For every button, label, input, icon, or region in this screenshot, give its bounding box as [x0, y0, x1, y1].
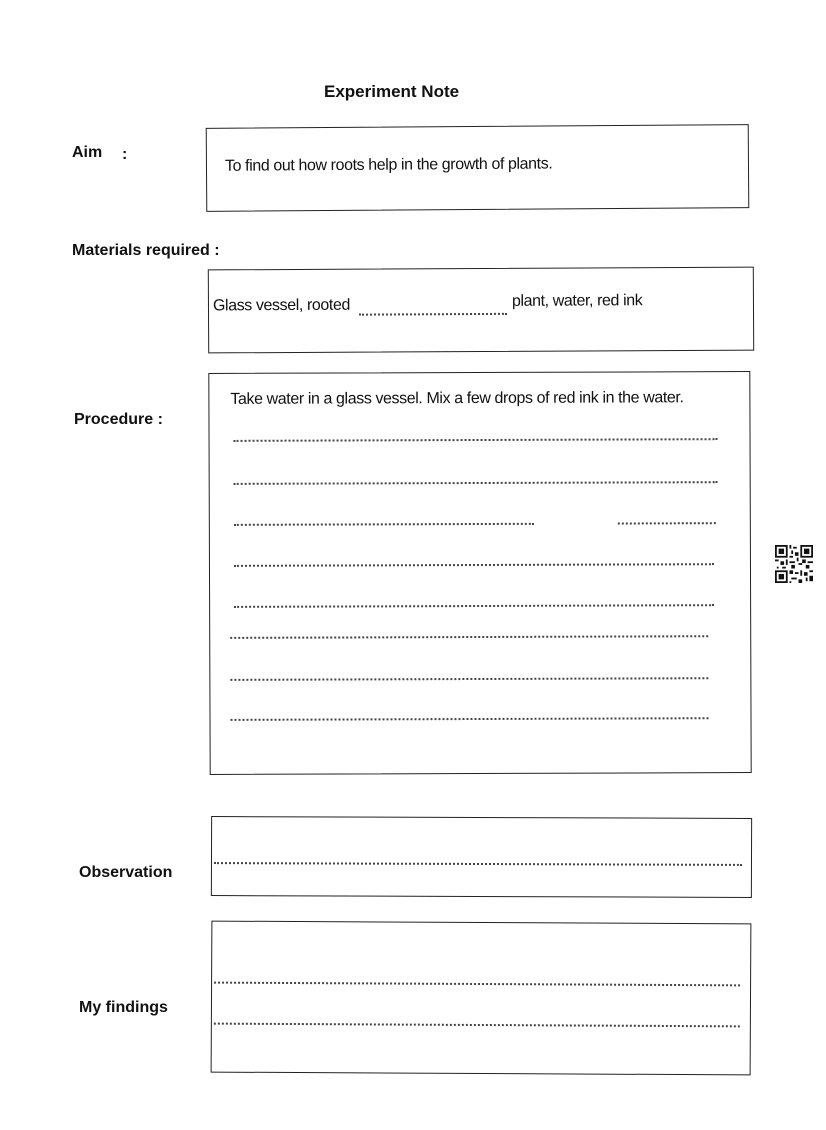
findings-label: My findings [79, 999, 168, 1016]
observation-line-1[interactable] [214, 862, 742, 866]
procedure-box[interactable] [208, 371, 751, 775]
procedure-line-6[interactable] [230, 635, 708, 639]
aim-text: To find out how roots help in the growth of plants. [224, 155, 553, 175]
aim-colon: : [122, 146, 128, 163]
findings-line-2[interactable] [214, 1023, 740, 1028]
observation-label: Observation [79, 864, 173, 881]
findings-line-1[interactable] [214, 982, 740, 987]
aim-box [206, 124, 750, 212]
procedure-line-1[interactable] [234, 438, 718, 442]
procedure-line-3b[interactable] [618, 522, 716, 524]
procedure-line-8[interactable] [231, 717, 709, 721]
procedure-first-line: Take water in a glass vessel. Mix a few drops of red ink in the water. [230, 389, 684, 408]
qr-code-icon [775, 545, 813, 583]
materials-text-before: Glass vessel, rooted [212, 296, 350, 315]
procedure-line-5[interactable] [234, 604, 714, 608]
page-title: Experiment Note [324, 82, 460, 101]
procedure-line-7[interactable] [230, 677, 708, 681]
procedure-line-4[interactable] [234, 563, 714, 567]
observation-box[interactable] [211, 816, 752, 898]
findings-box[interactable] [211, 921, 752, 1076]
materials-text-after: plant, water, red ink [511, 292, 643, 310]
procedure-line-2[interactable] [234, 481, 718, 485]
procedure-label: Procedure : [74, 411, 163, 428]
materials-label: Materials required : [72, 242, 220, 259]
aim-label: Aim [72, 144, 103, 161]
procedure-line-3a[interactable] [234, 523, 534, 526]
materials-box[interactable] [208, 267, 754, 354]
materials-blank-line[interactable] [359, 313, 507, 316]
